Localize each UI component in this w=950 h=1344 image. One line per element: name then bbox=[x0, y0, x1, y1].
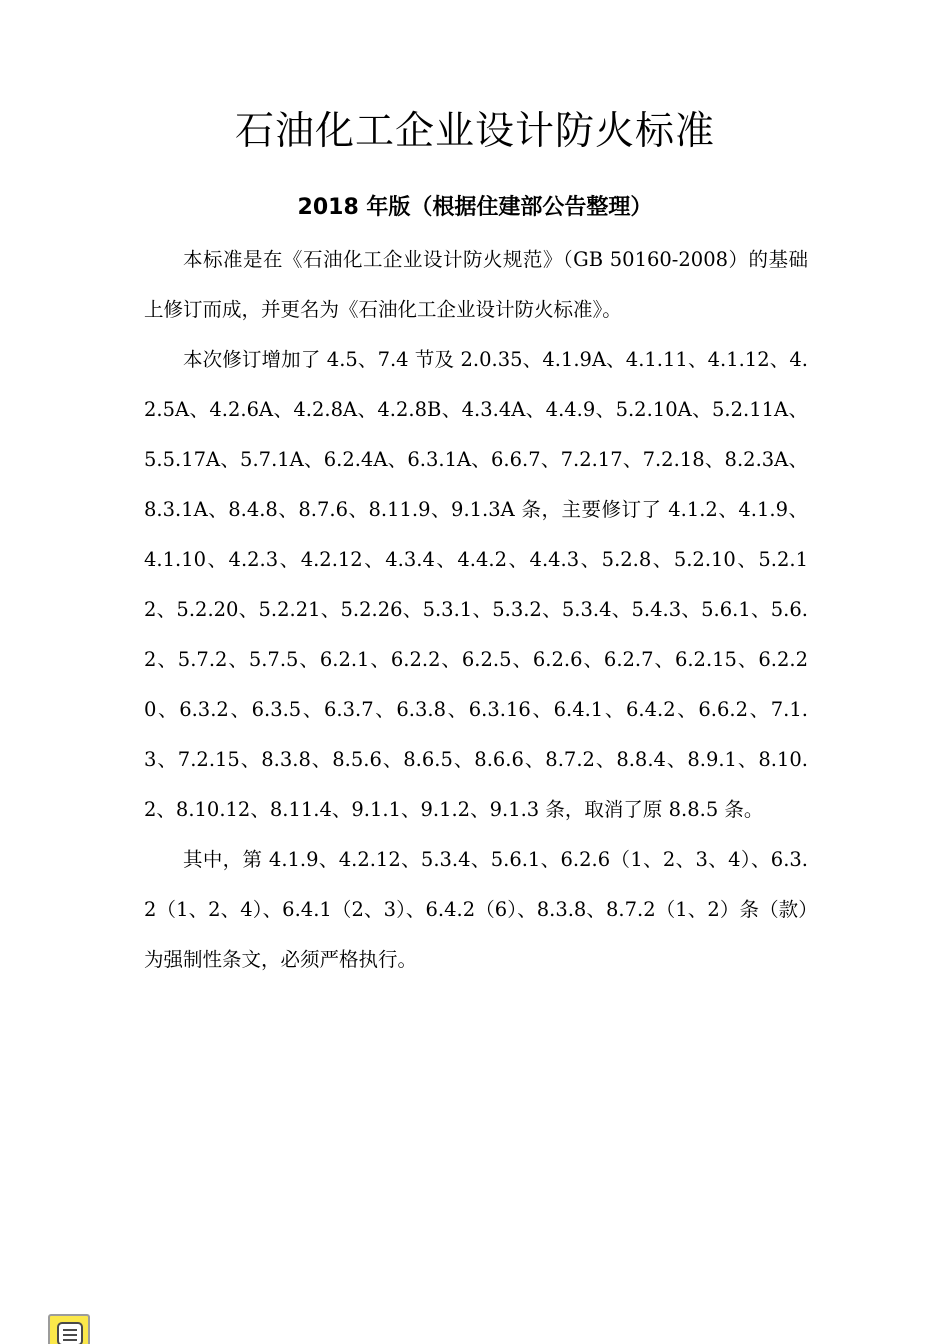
paragraph-mandatory: 其中，第 4.1.9、4.2.12、5.3.4、5.6.1、6.2.6（1、2、3、4）、6.3.2（1、2、4）、6.4.1（2、3）、6.4.2（6）、8.3.8、8.7.2（1、2）条（款）为强制性条文，必须严格执行。 bbox=[144, 848, 808, 971]
document-title: 石油化工企业设计防火标准 bbox=[234, 109, 715, 154]
paragraph-revisions: 本次修订增加了 4.5、7.4 节及 2.0.35、4.1.9A、4.1.11、4.1.12、4.2.5A、4.2.6A、4.2.8A、4.2.8B、4.3.4A、4.4.9、5.2.10A、5.2.11A、5.5.17A、5.7.1A、6.2.4A、6.3.1A、6.6.7、7.2.17、7.2.18、8.2.3A、8.3.1A、8.4.8、8.7.6、8.11.9、9.1.3A 条，主要修订了 4.1.2、4.1.9、4.1.10、4.2.3、4.2.12、4.3.4、4.4.2、4.4.3、5.2.8、5.2.10、5.2.12、5.2.20、5.2.21、5.2.26、5.3.1、5.3.2、5.3.4、5.4.3、5.6.1、5.6.2、5.7.2、5.7.5、6.2.1、6.2.2、6.2.5、6.2.6、6.2.7、6.2.15、6.2.20、6.3.2、6.3.5、6.3.7、6.3.8、6.3.16、6.4.1、6.4.2、6.6.2、7.1.3、7.2.15、8.3.8、8.5.6、8.6.5、8.6.6、8.7.2、8.8.4、8.9.1、8.10.2、8.10.12、8.11.4、9.1.1、9.1.2、9.1.3 条，取消了原 8.8.5 条。 bbox=[144, 348, 808, 821]
note-icon[interactable] bbox=[48, 1314, 90, 1344]
paragraph-intro: 本标准是在《石油化工企业设计防火规范》（GB 50160-2008）的基础上修订而成，并更名为《石油化工企业设计防火标准》。 bbox=[144, 248, 808, 321]
document-subtitle: 2018 年版（根据住建部公告整理） bbox=[297, 195, 653, 220]
note-glyph-icon bbox=[57, 1322, 83, 1344]
document-body bbox=[144, 235, 808, 985]
